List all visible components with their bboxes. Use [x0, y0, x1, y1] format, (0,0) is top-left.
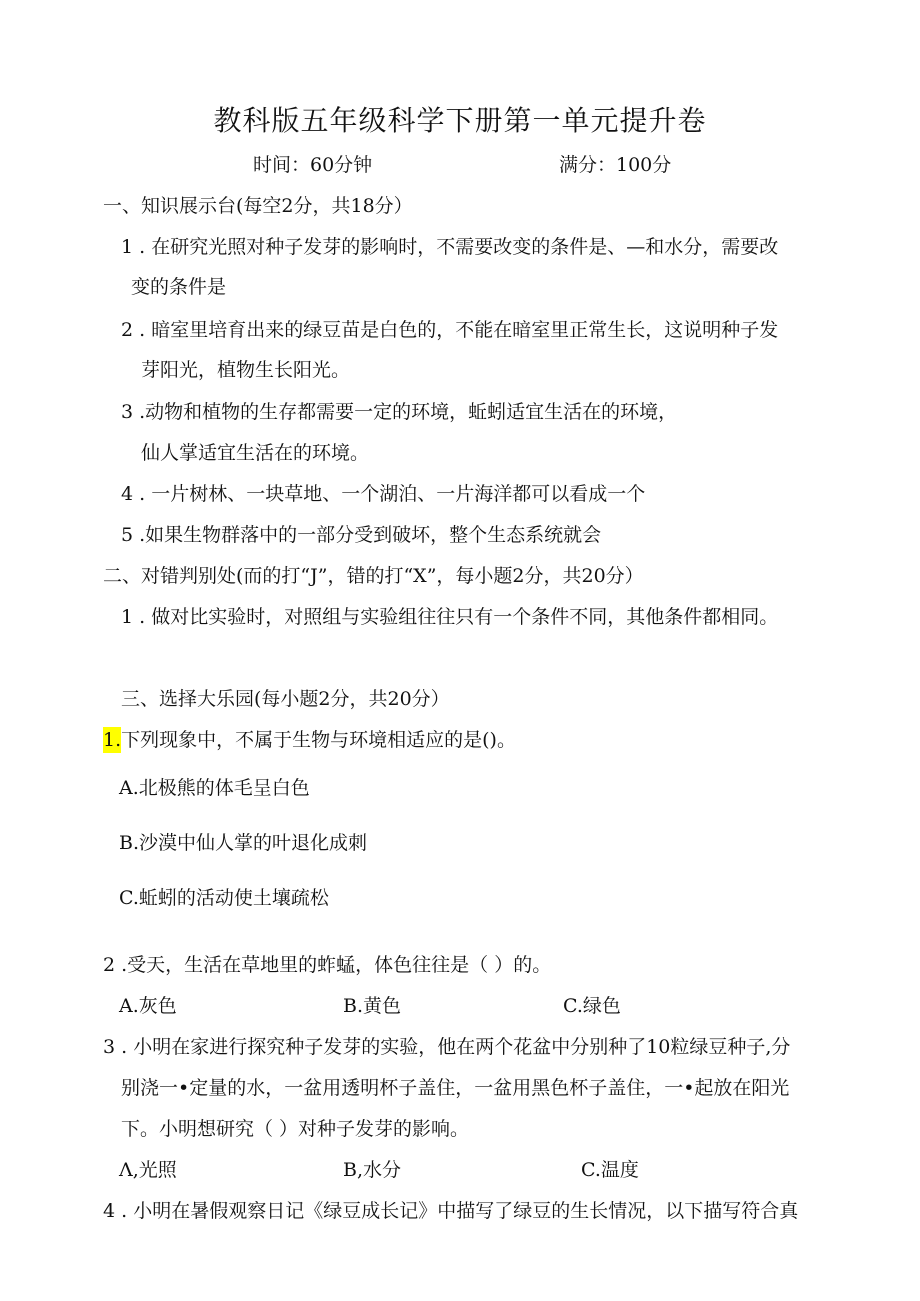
s1-q1-line1: 1 . 在研究光照对种子发芽的影响时，不需要改变的条件是、—和水分，需要改	[121, 236, 779, 258]
s1-q2-line1: 2 . 暗室里培育出来的绿豆苗是白色的，不能在暗室里正常生长，这说明种子发	[121, 319, 779, 341]
s1-q3-line1: 3 .动物和植物的生存都需要一定的环境，蚯蚓适宜生活在的环境，	[121, 401, 678, 423]
s3-q2-option-b: B.黄色	[343, 995, 402, 1017]
s3-q3-option-c: C.温度	[581, 1159, 639, 1181]
s1-q1-line2: 变的条件是	[131, 276, 227, 298]
s3-q2: 2 .受天，生活在草地里的蚱蜢，体色往往是（ ）的。	[103, 954, 552, 976]
highlight-marker: 1.	[103, 729, 122, 751]
s3-q1-option-c: C.蚯蚓的活动使土壤疏松	[119, 887, 329, 909]
score-label: 满分：100分	[559, 154, 672, 176]
s1-q5: 5 .如果生物群落中的一部分受到破坏，整个生态系统就会	[121, 524, 602, 546]
s3-q3-option-a: Λ,光照	[119, 1159, 177, 1181]
s3-q2-option-c: C.绿色	[563, 995, 621, 1017]
s3-q2-option-a: A.灰色	[119, 995, 177, 1017]
s3-q1-option-a: A.北极熊的体毛呈白色	[119, 777, 310, 799]
time-label: 时间：60分钟	[253, 154, 373, 176]
section3-heading: 三、选择大乐园(每小题2分，共20分）	[121, 688, 450, 710]
s3-q4-line1: 4 . 小明在暑假观察日记《绿豆成长记》中描写了绿豆的生长情况，以下描写符合真	[103, 1200, 799, 1222]
s1-q4: 4 . 一片树林、一块草地、一个湖泊、一片海洋都可以看成一个	[121, 483, 646, 505]
s3-q1	[103, 727, 516, 753]
s3-q3-option-b: B,水分	[343, 1159, 402, 1181]
s1-q3-line2: 仙人掌适宜生活在的环境。	[141, 442, 370, 464]
s1-q2-line2: 芽阳光，植物生长阳光。	[141, 359, 351, 381]
s2-q1: 1 . 做对比实验时，对照组与实验组往往只有一个条件不同，其他条件都相同。	[121, 606, 779, 628]
section1-heading: 一、知识展示台(每空2分，共18分）	[103, 195, 413, 217]
s3-q3-line3: 下。小明想研究（ ）对种子发芽的影响。	[121, 1118, 470, 1140]
s3-q1-text: 下列现象中，不属于生物与环境相适应的是()。	[121, 729, 516, 751]
s3-q3-line1: 3 . 小明在家进行探究种子发芽的实验，他在两个花盆中分别种了10粒绿豆种子,分	[103, 1036, 791, 1058]
page-title: 教科版五年级科学下册第一单元提升卷	[213, 104, 707, 137]
s3-q1-option-b: B.沙漠中仙人掌的叶退化成刺	[119, 832, 368, 854]
section2-heading: 二、对错判别处(而的打“J”，错的打“X”，每小题2分，共20分）	[103, 565, 644, 587]
s3-q3-line2: 别浇一•定量的水，一盆用透明杯子盖住，一盆用黑色杯子盖住，一•起放在阳光	[121, 1077, 790, 1099]
